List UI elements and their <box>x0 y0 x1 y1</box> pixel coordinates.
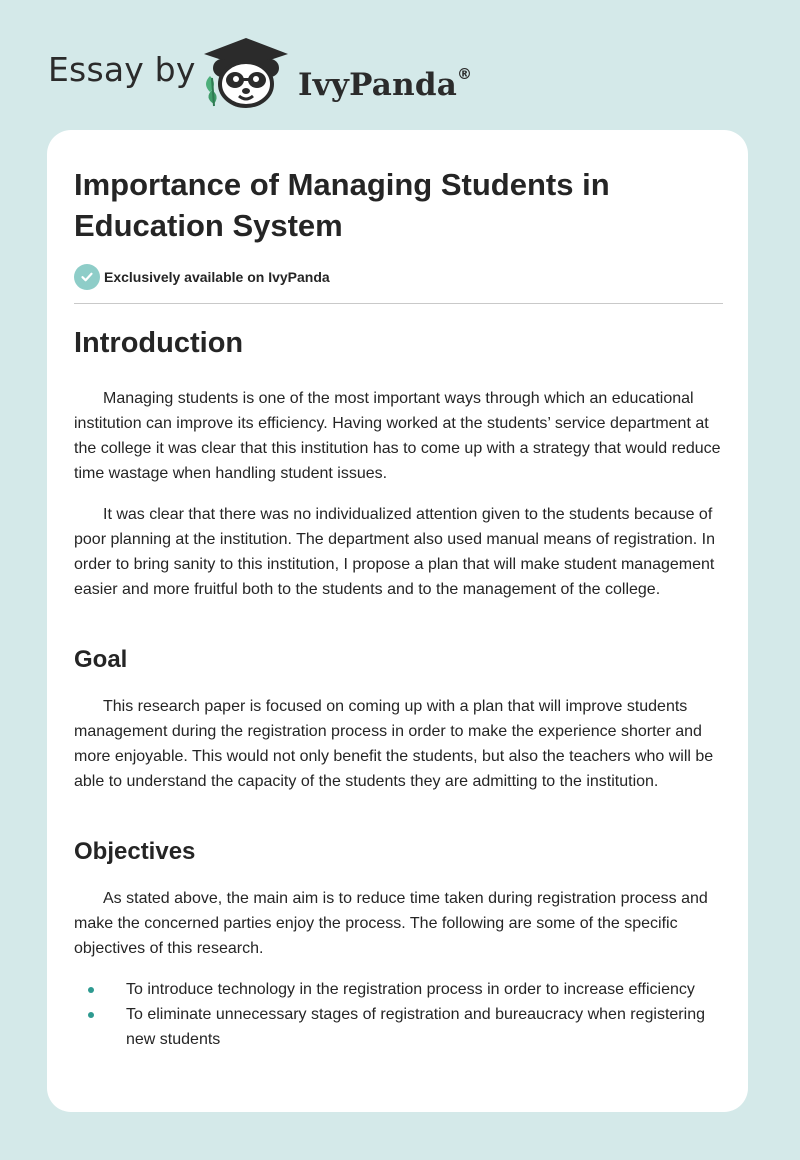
goal-heading: Goal <box>74 646 128 673</box>
list-item <box>74 977 724 1002</box>
intro-paragraph-2: It was clear that there was no individualized attention given to the students because of poor planning at the institution. The department also used manual means of registration. In order to bring sanity to this institution, I propose a plan that will make student management easier and more fruitful both to the students and to the management of the college. <box>74 506 715 598</box>
check-circle-icon <box>74 264 100 290</box>
introduction-heading: Introduction <box>74 327 244 359</box>
essay-title: Importance of Managing Students in Education System <box>74 167 610 243</box>
title-divider <box>74 303 723 304</box>
list-item-text: To introduce technology in the registration process in order to increase efficiency <box>126 981 695 998</box>
objectives-paragraph: As stated above, the main aim is to reduce time taken during registration process and make the concerned parties enjoy the process. The following are some of the specific objectives of this research. <box>74 890 708 957</box>
bullet-dot-icon <box>88 987 94 993</box>
list-item-text: To eliminate unnecessary stages of registration and bureaucracy when registering new students <box>126 1006 705 1048</box>
essay-card <box>47 130 748 1112</box>
goal-paragraph: This research paper is focused on coming up with a plan that will improve students management during the registration process in order to make the experience shorter and more enjoyable. This would not only benefit the students, but also the teachers who will be able to understand the capacity of the students they are admitting to the institution. <box>74 698 714 790</box>
registered-mark: ® <box>457 65 473 83</box>
objectives-heading: Objectives <box>74 838 196 865</box>
site-header <box>0 0 800 130</box>
objectives-list <box>74 977 724 1052</box>
list-item <box>74 1002 724 1052</box>
panda-graduate-icon[interactable] <box>198 36 294 108</box>
brand-name[interactable] <box>298 54 472 105</box>
brand-text: IvyPanda <box>298 67 457 103</box>
essay-by-label: Essay by <box>48 50 196 89</box>
exclusive-label: Exclusively available on IvyPanda <box>104 269 330 285</box>
bullet-dot-icon <box>88 1012 94 1018</box>
exclusive-badge <box>74 264 330 290</box>
intro-paragraph-1: Managing students is one of the most important ways through which an educational institution can improve its efficiency. Having worked at the students’ service department at the college it was clear that this institution has to come up with a strategy that would reduce time wastage when handling student issues. <box>74 390 721 482</box>
